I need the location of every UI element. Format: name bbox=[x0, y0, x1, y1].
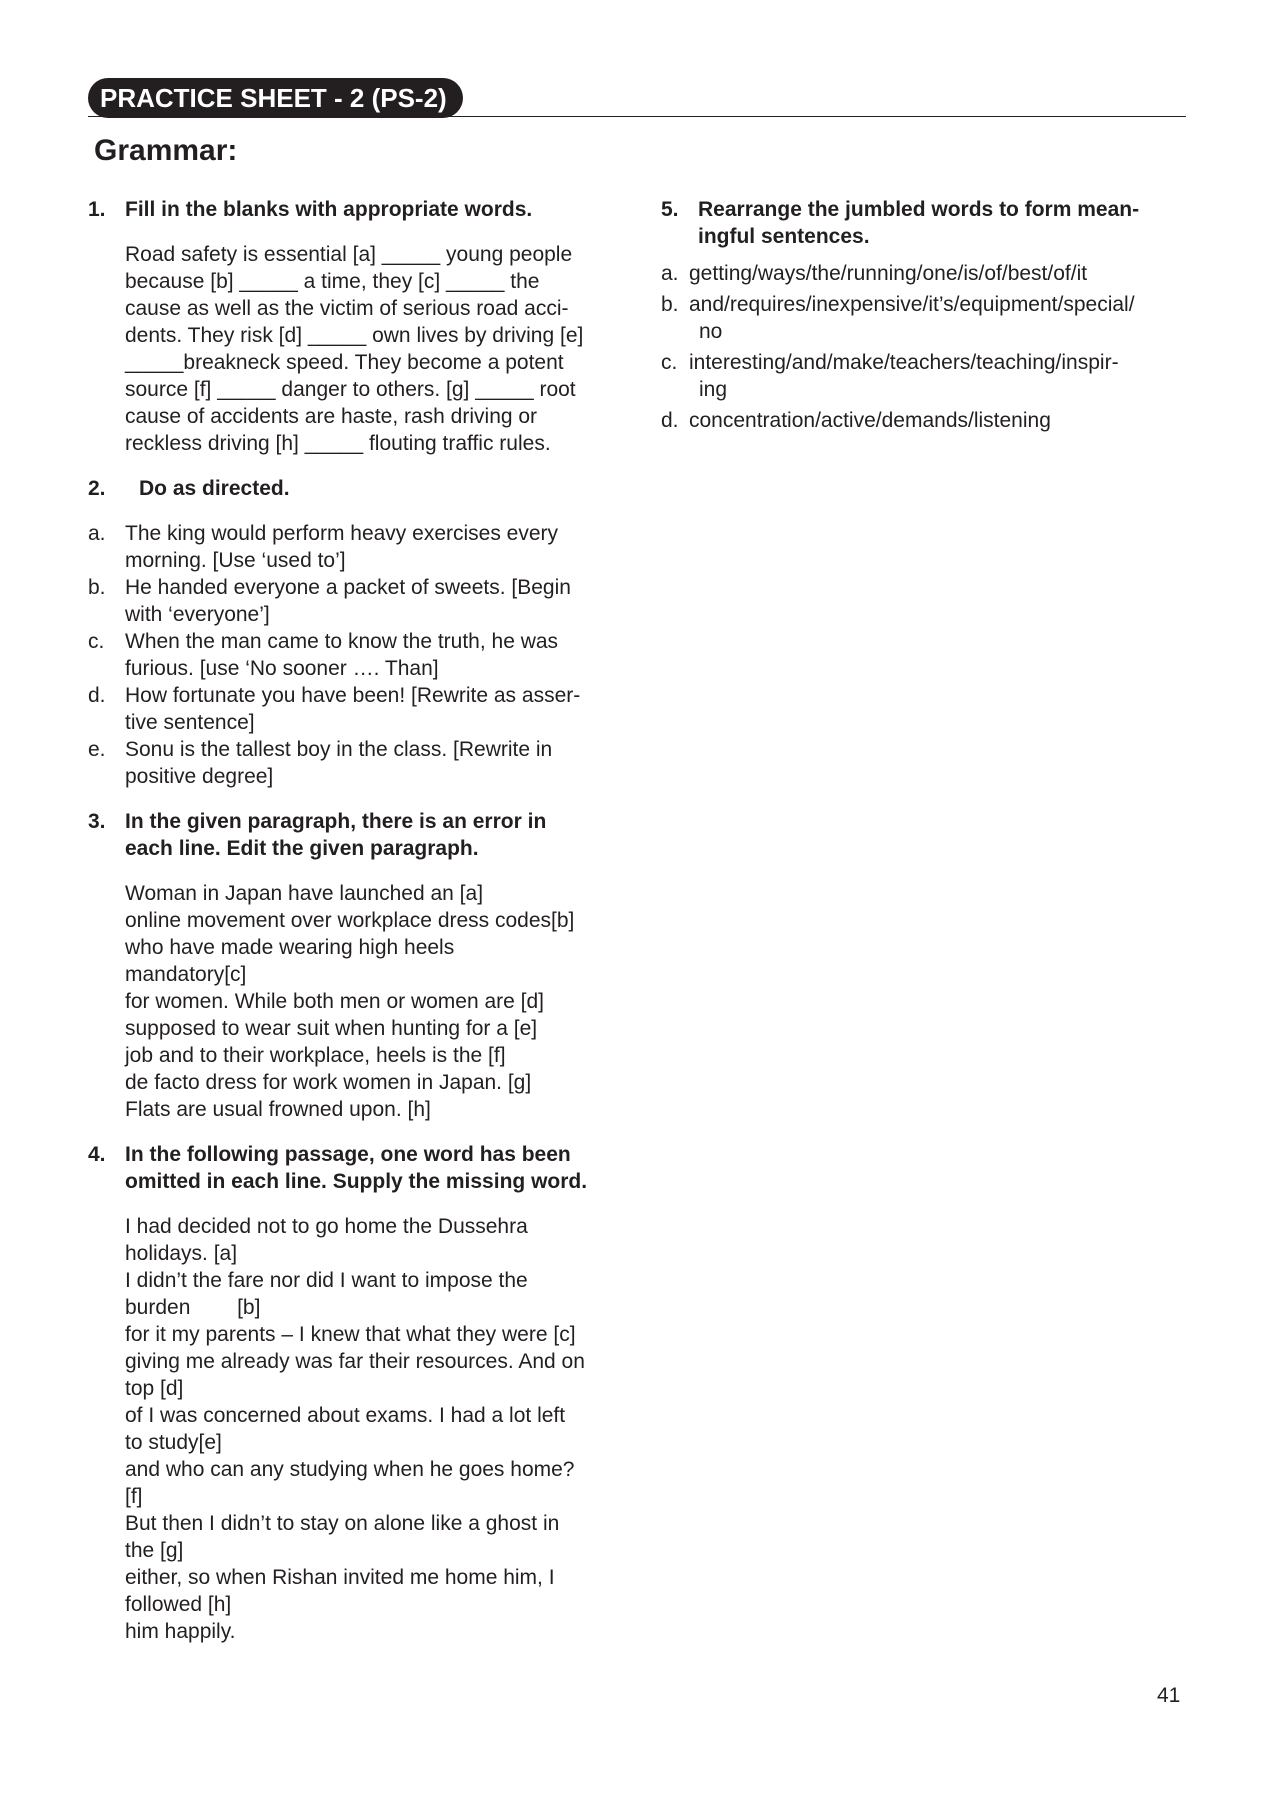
question-2 bbox=[88, 475, 616, 790]
item-line: concentration/active/demands/listening bbox=[689, 409, 1051, 432]
item-line: When the man came to know the truth, he was bbox=[125, 630, 559, 653]
list-item bbox=[661, 349, 1191, 403]
item-line: getting/ways/the/running/one/is/of/best/of/it bbox=[689, 262, 1088, 285]
passage-line: mandatory[c] bbox=[125, 963, 247, 986]
passage-line: job and to their workplace, heels is the [f] bbox=[125, 1044, 506, 1067]
passage-line: because [b] _____ a time, they [c] _____ the bbox=[125, 270, 540, 293]
question-number: 4. bbox=[88, 1143, 106, 1166]
item-line: interesting/and/make/teachers/teaching/inspir- bbox=[689, 351, 1119, 374]
passage-line: burden [b] bbox=[125, 1296, 261, 1319]
question-3 bbox=[88, 808, 616, 1123]
passage-line: for women. While both men or women are [d] bbox=[125, 990, 545, 1013]
question-4 bbox=[88, 1141, 616, 1645]
passage-line: giving me already was far their resources. And on bbox=[125, 1350, 585, 1373]
question-text-line: In the following passage, one word has been bbox=[125, 1143, 571, 1166]
item-label: b. bbox=[88, 576, 106, 599]
right-column bbox=[661, 196, 1191, 452]
item-line: Sonu is the tallest boy in the class. [Rewrite in bbox=[125, 738, 553, 761]
sheet-header bbox=[88, 78, 1186, 118]
list-item bbox=[661, 407, 1191, 434]
item-line: morning. [Use ‘used to’] bbox=[125, 549, 346, 572]
item-label: d. bbox=[88, 684, 106, 707]
list-item bbox=[88, 682, 616, 736]
question-4-heading bbox=[88, 1141, 616, 1195]
question-1 bbox=[88, 196, 616, 457]
question-text-line: In the given paragraph, there is an error in bbox=[125, 810, 547, 833]
question-number: 1. bbox=[88, 198, 106, 221]
question-text-line: ingful sentences. bbox=[698, 225, 870, 248]
passage-line: But then I didn’t to stay on alone like a ghost in bbox=[125, 1512, 560, 1535]
fill-blanks-passage bbox=[88, 241, 616, 457]
passage-line: Woman in Japan have launched an [a] bbox=[125, 882, 484, 905]
passage-line: dents. They risk [d] _____ own lives by driving [e] bbox=[125, 324, 584, 347]
omission-passage bbox=[88, 1213, 616, 1645]
passage-line: and who can any studying when he goes home? bbox=[125, 1458, 575, 1481]
editing-passage bbox=[88, 880, 616, 1123]
question-number: 3. bbox=[88, 810, 106, 833]
passage-line: to study[e] bbox=[125, 1431, 222, 1454]
passage-line: followed [h] bbox=[125, 1593, 232, 1616]
item-label: d. bbox=[661, 409, 679, 432]
list-item bbox=[88, 736, 616, 790]
passage-line: of I was concerned about exams. I had a lot left bbox=[125, 1404, 566, 1427]
passage-line: I had decided not to go home the Dussehra bbox=[125, 1215, 528, 1238]
item-line: The king would perform heavy exercises every bbox=[125, 522, 559, 545]
passage-line: Flats are usual frowned upon. [h] bbox=[125, 1098, 431, 1121]
list-item bbox=[661, 291, 1191, 345]
item-line: with ‘everyone’] bbox=[125, 603, 270, 626]
item-line: How fortunate you have been! [Rewrite as asser- bbox=[125, 684, 581, 707]
item-label: a. bbox=[661, 262, 679, 285]
item-label: a. bbox=[88, 522, 106, 545]
passage-line: cause as well as the victim of serious road acci- bbox=[125, 297, 569, 320]
passage-line: supposed to wear suit when hunting for a [e] bbox=[125, 1017, 538, 1040]
passage-line: source [f] _____ danger to others. [g] _____ root bbox=[125, 378, 576, 401]
item-label: b. bbox=[661, 293, 679, 316]
section-heading: Grammar: bbox=[94, 134, 238, 167]
question-text-line: Rearrange the jumbled words to form mean- bbox=[698, 198, 1140, 221]
passage-line: either, so when Rishan invited me home him, I bbox=[125, 1566, 555, 1589]
item-line: He handed everyone a packet of sweets. [Begin bbox=[125, 576, 571, 599]
question-1-heading bbox=[88, 196, 616, 223]
passage-line: top [d] bbox=[125, 1377, 184, 1400]
passage-line: _____breakneck speed. They become a potent bbox=[125, 351, 564, 374]
question-number: 2. bbox=[88, 477, 106, 500]
question-2-heading bbox=[88, 475, 616, 502]
item-label: c. bbox=[88, 630, 105, 653]
passage-line: for it my parents – I knew that what they were [c] bbox=[125, 1323, 576, 1346]
question-text-line: omitted in each line. Supply the missing word. bbox=[125, 1170, 588, 1193]
passage-line: I didn’t the fare nor did I want to impose the bbox=[125, 1269, 528, 1292]
list-item bbox=[661, 260, 1191, 287]
passage-line: de facto dress for work women in Japan. [g] bbox=[125, 1071, 532, 1094]
item-line: no bbox=[699, 320, 723, 343]
list-item bbox=[88, 628, 616, 682]
passage-line: online movement over workplace dress codes[b] bbox=[125, 909, 575, 932]
question-5-heading bbox=[661, 196, 1191, 250]
left-column bbox=[88, 196, 616, 1663]
item-line: and/requires/inexpensive/it’s/equipment/special/ bbox=[689, 293, 1135, 316]
item-label: e. bbox=[88, 738, 106, 761]
passage-line: the [g] bbox=[125, 1539, 184, 1562]
question-text: Fill in the blanks with appropriate words. bbox=[125, 198, 533, 221]
list-item bbox=[88, 520, 616, 574]
item-line: furious. [use ‘No sooner …. Than] bbox=[125, 657, 439, 680]
list-item bbox=[88, 574, 616, 628]
item-line: tive sentence] bbox=[125, 711, 255, 734]
passage-line: holidays. [a] bbox=[125, 1242, 238, 1265]
item-line: ing bbox=[699, 378, 728, 401]
page-number: 41 bbox=[1157, 1684, 1181, 1707]
passage-line: Road safety is essential [a] _____ young people bbox=[125, 243, 573, 266]
sheet-title: PRACTICE SHEET - 2 (PS-2) bbox=[88, 78, 463, 118]
question-5 bbox=[661, 196, 1191, 434]
question-3-heading bbox=[88, 808, 616, 862]
question-text: Do as directed. bbox=[139, 477, 290, 500]
question-number: 5. bbox=[661, 198, 679, 221]
passage-line: cause of accidents are haste, rash driving or bbox=[125, 405, 538, 428]
passage-line: him happily. bbox=[125, 1620, 236, 1643]
passage-line: reckless driving [h] _____ flouting traffic rules. bbox=[125, 432, 551, 455]
passage-line: who have made wearing high heels bbox=[125, 936, 455, 959]
item-line: positive degree] bbox=[125, 765, 274, 788]
question-text-line: each line. Edit the given paragraph. bbox=[125, 837, 479, 860]
item-label: c. bbox=[661, 351, 678, 374]
passage-line: [f] bbox=[125, 1485, 143, 1508]
